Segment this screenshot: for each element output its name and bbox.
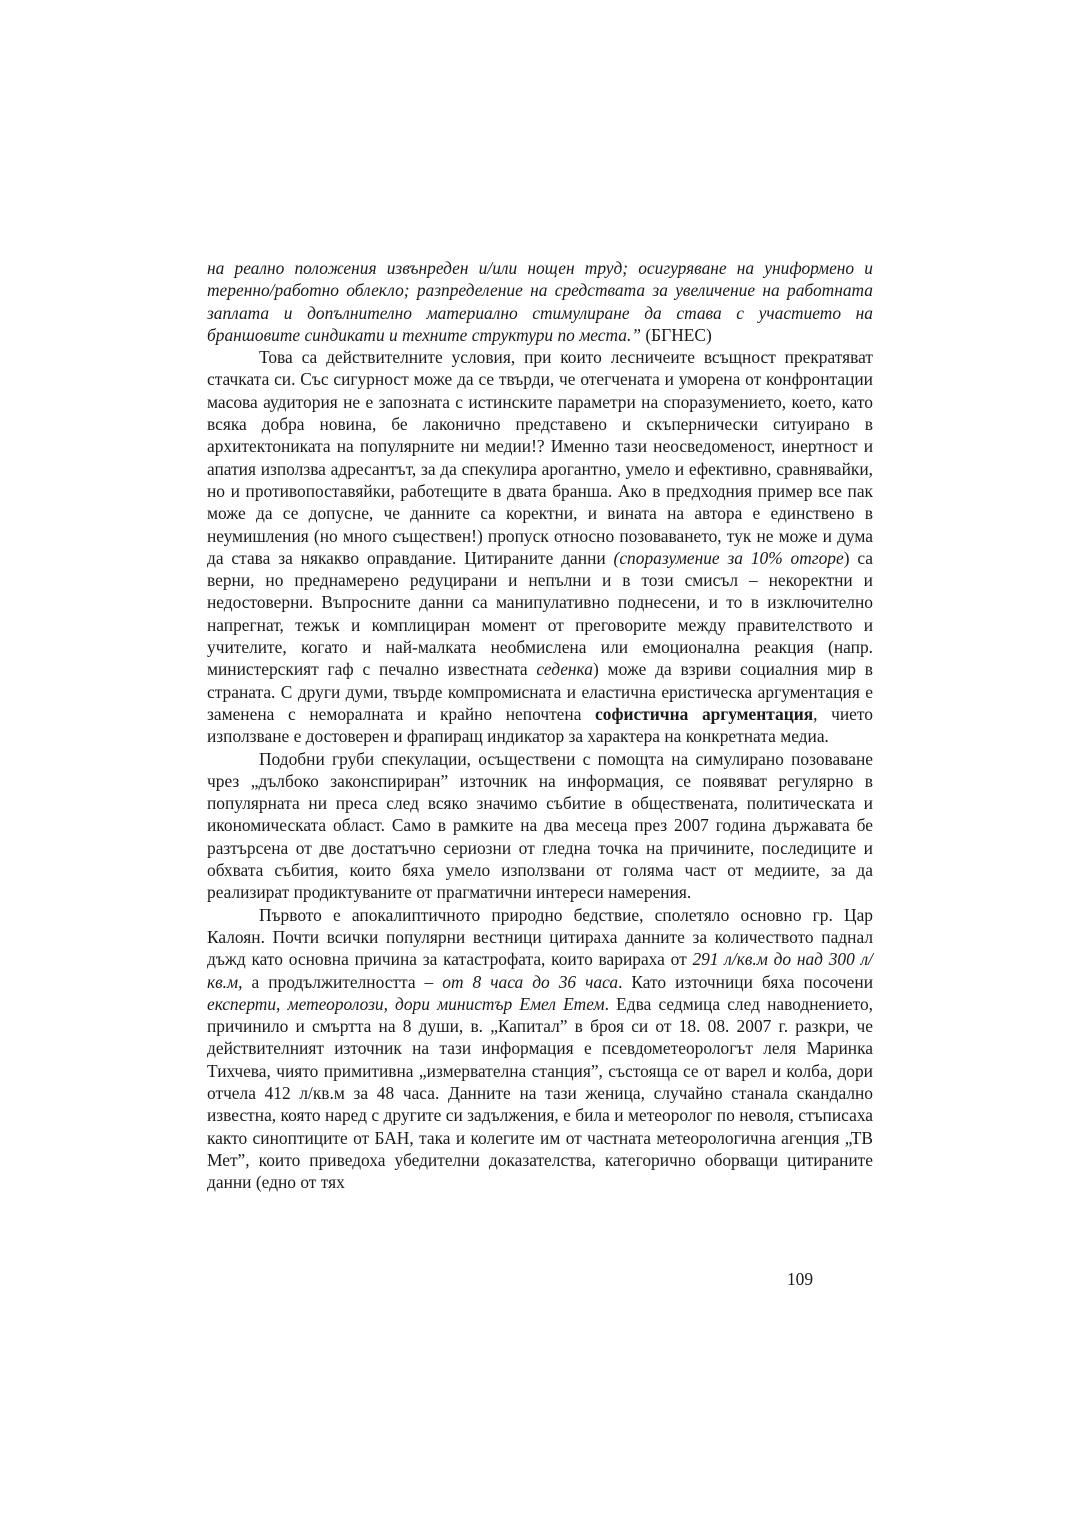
italic-text-run: седенка <box>536 659 593 680</box>
text-run: Това са действителните условия, при които лесничеите всъщност прекратяват стачката си. Със сигурност може да се твърди, че отегчената и уморена от конфронтации масова аудитория не е запозната с истинските параметри на споразумението, което, като всяка добра новина, бе лаконично представено и скъпернически ситуирано в архитектониката на популярните ни медии!? Именно тази неосведоменост, инертност и апатия използва адресантът, за да спекулира арогантно, умело и ефективно, сравнявайки, но и противопоставяйки, работещите в двата бранша. Ако в предходния пример все пак може да се допусне, че данните са коректни, и вината на автора е единствено в неумишления (но много съществен!) пропуск относно позоваването, тук не може и дума да става за някакво оправдание. Цитираните данни <box>207 347 873 568</box>
paragraph <box>207 748 873 904</box>
text-run: . Едва седмица след наводнението, причинило и смъртта на 8 души, в. „Капитал” в броя си от 18. 08. 2007 г. разкри, че действителният източник на тази информация е псевдометеорологът леля Маринка Тихчева, чиято примитивна „измервателна станция”, състояща се от варел и колба, дори отчела 412 л/кв.м за 48 часа. Данните на тази женица, случайно станала скандално известна, която наред с другите си задължения, е била и метеоролог по неволя, стъписаха както синоптиците от БАН, така и колегите им от частната метеорологична агенция „ТВ Мет”, които приведоха убедителни доказателства, категорично оборващи цитираните данни (едно от тях <box>207 993 873 1193</box>
text-run: ) може да взриви социалния мир в страната. С други думи, твърде компромисната и еластична еристическа аргументация е заменена с неморалната и крайно непочтена <box>207 659 873 724</box>
text-run: а продължителността – <box>242 971 443 992</box>
italic-text-run: (споразумение за 10% отгоре <box>613 547 844 568</box>
italic-text-run: експерти, метеоролози, дори министър Емел Етем <box>207 993 605 1014</box>
text-run: Първото е апокалиптичното природно бедствие, сполетяло основно гр. Цар Калоян. Почти всички популярни вестници цитираха данните за количеството паднал дъжд като основна причина за катастрофата, които варираха от <box>207 904 873 970</box>
paragraph <box>207 904 873 1194</box>
text-run: . Като източници бяха посочени <box>618 971 873 992</box>
page-number: 109 <box>786 1269 814 1289</box>
body-text <box>207 257 873 1193</box>
italic-text-run: от 8 часа до 36 часа <box>442 971 619 992</box>
bold-text-run: софистична аргументация <box>595 703 814 724</box>
text-run: (БГНЕС) <box>641 324 712 345</box>
italic-text-run: 291 л/кв.м до над 300 л/кв.м, <box>207 949 873 992</box>
text-run: , чието използване е достоверен и фрапиращ индикатор за характера на конкретната медиа. <box>207 703 873 747</box>
text-run: ) са верни, но преднамерено редуцирани и непълни и в този смисъл – некоректни и недостоверни. Въпросните данни са манипулативно поднесени, и то в изключително напрегнат, тежък и комплициран момент от преговорите между правителството и учителите, когато и най-малката необмислена или емоционална реакция (напр. министерският гаф с печално известната <box>207 547 873 680</box>
text-run: Подобни груби спекулации, осъществени с помощта на симулирано позоваване чрез „дълбоко законспириран” източник на информация, се появяват регулярно в популярната ни преса след всяко значимо събитие в обществената, политическата и икономическата област. Само в рамките на два месеца през 2007 година държавата бе разтърсена от две достатъчно сериозни от гледна точка на причините, последиците и обхвата събития, които бяха умело използвани от голяма част от медиите, за да реализират продиктуваните от прагматични интереси намерения. <box>207 748 873 903</box>
italic-text-run: на реално положения извънреден и/или нощен труд; осигуряване на униформено и теренно/работно облекло; разпределение на средствата за увеличение на работната заплата и допълнително материално стимулиране да става с участието на браншовите синдикати и техните структури по места.” <box>207 258 873 345</box>
paragraph <box>207 346 873 747</box>
paragraph <box>207 257 873 346</box>
